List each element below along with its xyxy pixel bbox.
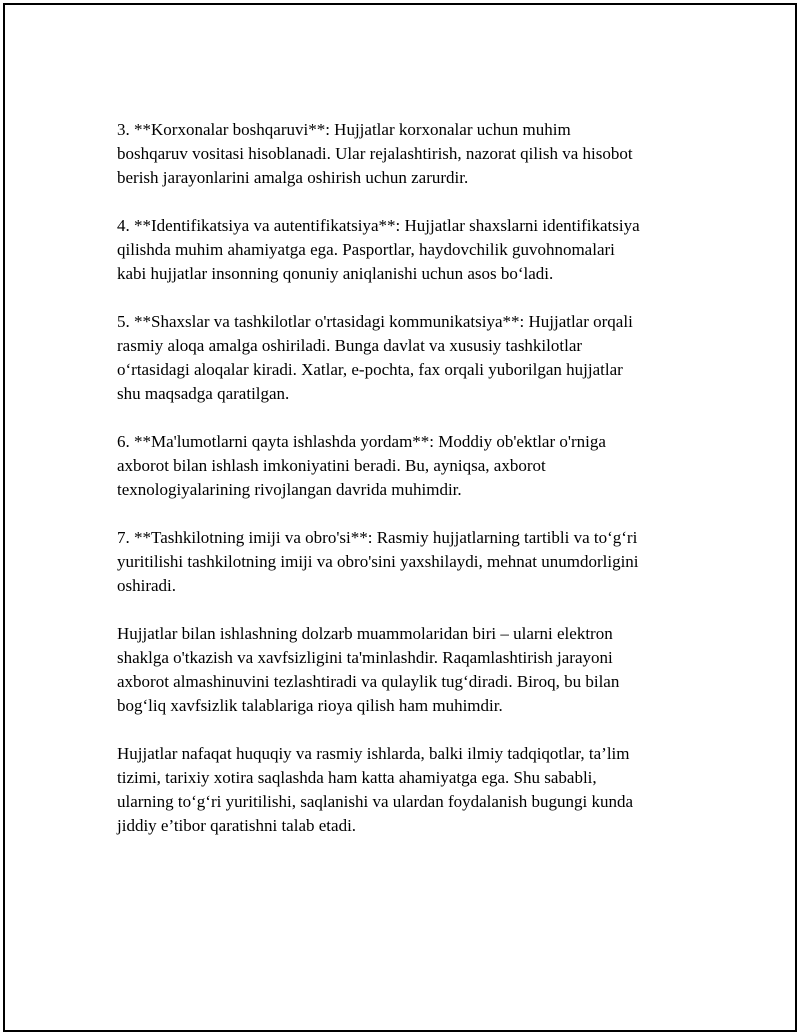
text-line: ularning toʻgʻri yuritilishi, saqlanishi va ulardan foydalanish bugungi kunda bbox=[117, 792, 634, 811]
text-line: 6. **Ma'lumotlarni qayta ishlashda yordam**: Moddiy ob'ektlar o'rniga bbox=[117, 432, 606, 451]
text-line: boshqaruv vositasi hisoblanadi. Ular rejalashtirish, nazorat qilish va hisobot bbox=[117, 144, 633, 163]
text-line: Hujjatlar bilan ishlashning dolzarb muammolaridan biri – ularni elektron bbox=[117, 624, 613, 643]
text-line: oshiradi. bbox=[117, 576, 177, 595]
paragraph-digitization bbox=[117, 622, 697, 718]
paragraph-item-7 bbox=[117, 526, 697, 598]
text-line: jiddiy e’tibor qaratishni talab etadi. bbox=[117, 816, 357, 835]
paragraph-item-4 bbox=[117, 214, 697, 286]
text-line: bogʻliq xavfsizlik talablariga rioya qilish ham muhimdir. bbox=[117, 696, 503, 715]
text-line: rasmiy aloqa amalga oshiriladi. Bunga davlat va xususiy tashkilotlar bbox=[117, 336, 583, 355]
text-line: 5. **Shaxslar va tashkilotlar o'rtasidagi kommunikatsiya**: Hujjatlar orqali bbox=[117, 312, 633, 331]
text-line: kabi hujjatlar insonning qonuniy aniqlanishi uchun asos boʻladi. bbox=[117, 264, 554, 283]
text-line: oʻrtasidagi aloqalar kiradi. Xatlar, e-pochta, fax orqali yuborilgan hujjatlar bbox=[117, 360, 623, 379]
text-line: 4. **Identifikatsiya va autentifikatsiya**: Hujjatlar shaxslarni identifikatsiya bbox=[117, 216, 640, 235]
text-line: tizimi, tarixiy xotira saqlashda ham katta ahamiyatga ega. Shu sababli, bbox=[117, 768, 597, 787]
text-line: yuritilishi tashkilotning imiji va obro'sini yaxshilaydi, mehnat unumdorligini bbox=[117, 552, 639, 571]
paragraph-item-3 bbox=[117, 118, 697, 190]
text-line: Hujjatlar nafaqat huquqiy va rasmiy ishlarda, balki ilmiy tadqiqotlar, ta’lim bbox=[117, 744, 630, 763]
text-line: axborot almashinuvini tezlashtiradi va qulaylik tugʻdiradi. Biroq, bu bilan bbox=[117, 672, 620, 691]
text-line: shu maqsadga qaratilgan. bbox=[117, 384, 290, 403]
text-line: 7. **Tashkilotning imiji va obro'si**: Rasmiy hujjatlarning tartibli va toʻgʻri bbox=[117, 528, 638, 547]
paragraph-conclusion bbox=[117, 742, 697, 838]
text-line: berish jarayonlarini amalga oshirish uchun zarurdir. bbox=[117, 168, 469, 187]
text-line: qilishda muhim ahamiyatga ega. Pasportlar, haydovchilik guvohnomalari bbox=[117, 240, 615, 259]
text-line: texnologiyalarining rivojlangan davrida muhimdir. bbox=[117, 480, 462, 499]
text-line: shaklga o'tkazish va xavfsizligini ta'minlashdir. Raqamlashtirish jarayoni bbox=[117, 648, 613, 667]
document-body bbox=[117, 118, 697, 862]
text-line: axborot bilan ishlash imkoniyatini beradi. Bu, ayniqsa, axborot bbox=[117, 456, 546, 475]
text-line: 3. **Korxonalar boshqaruvi**: Hujjatlar korxonalar uchun muhim bbox=[117, 120, 571, 139]
paragraph-item-6 bbox=[117, 430, 697, 502]
paragraph-item-5 bbox=[117, 310, 697, 406]
